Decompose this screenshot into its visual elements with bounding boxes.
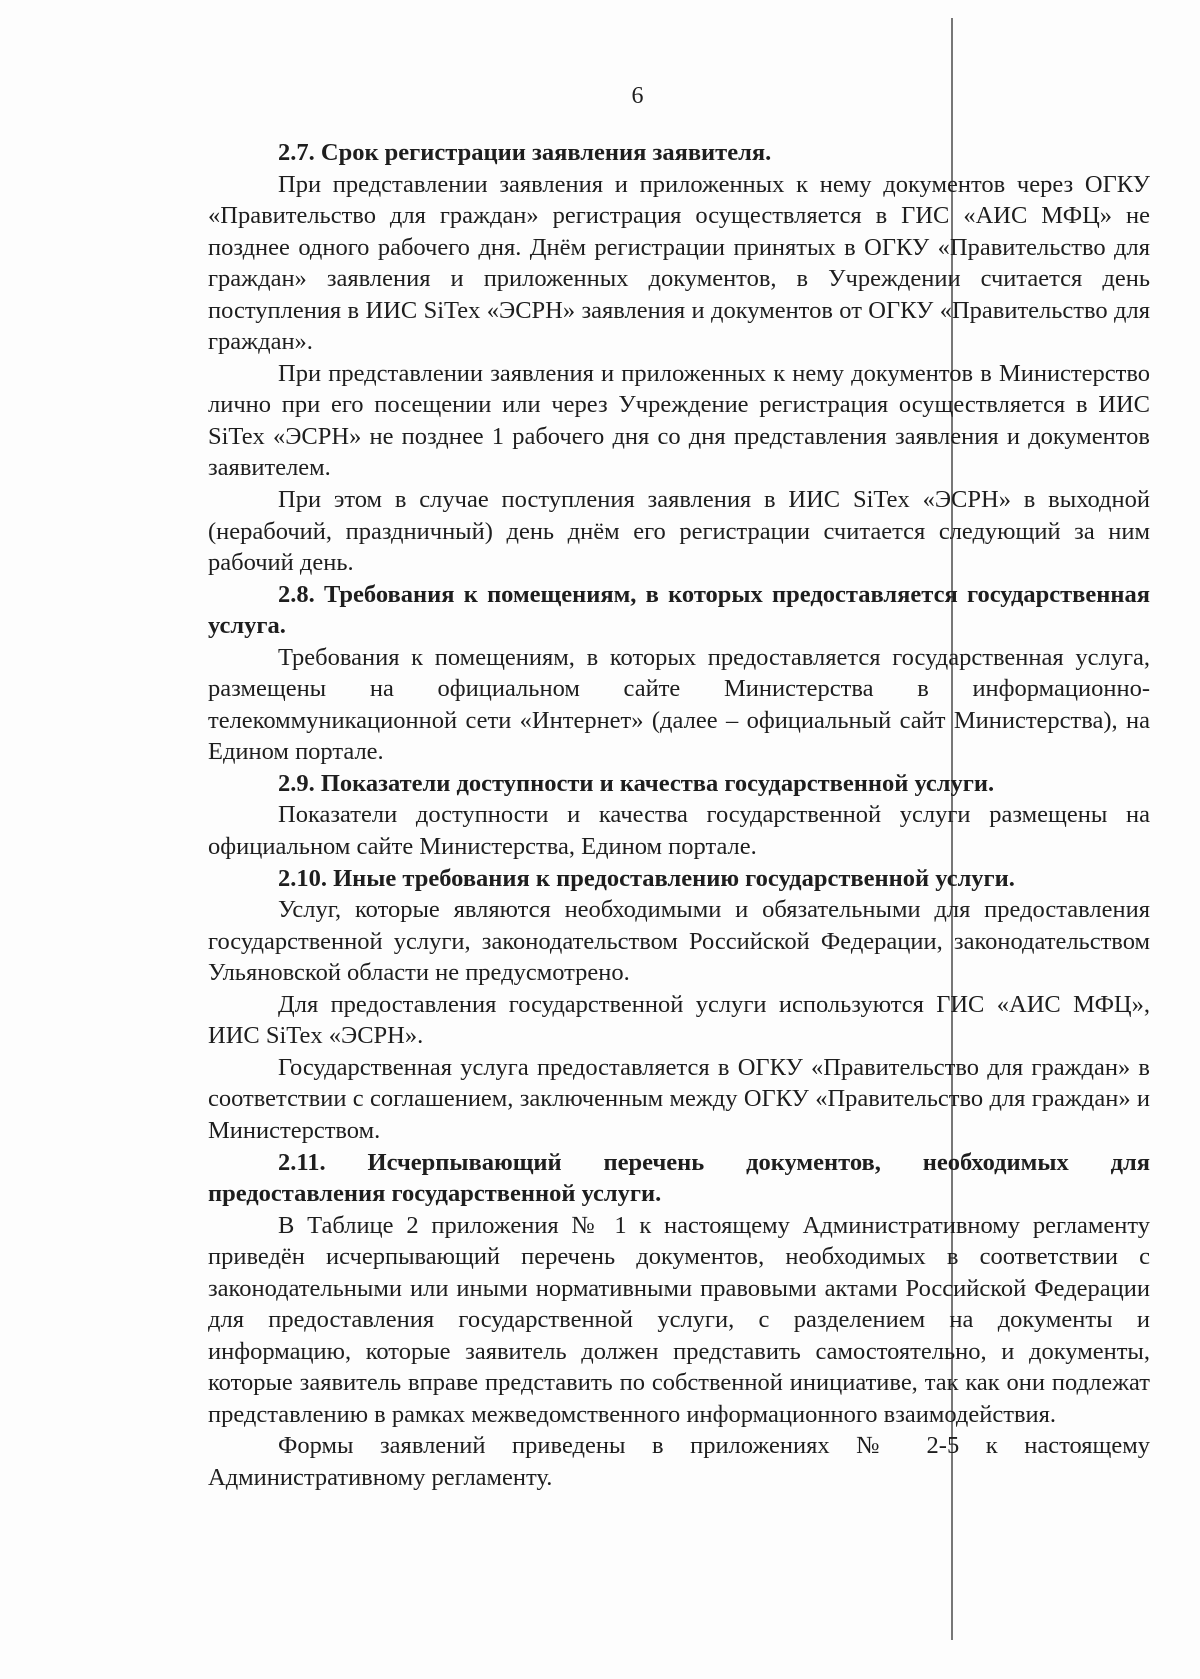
- section-heading-2-9: 2.9. Показатели доступности и качества государственной услуги.: [278, 769, 995, 797]
- paragraph-registration-ministry: При представлении заявления и приложенных к нему документов в Министерство лично при его посещении или через Учреждение регистрация осуществляется в ИИС SiTex «ЭСРН» не позднее 1 рабочего дня со дня представления заявления и документов заявителем.: [208, 359, 1150, 482]
- paragraph-accessibility-indicators: Показатели доступности и качества государственной услуги размещены на официальном сайте Министерства, Едином портале.: [208, 801, 1150, 861]
- section-heading-2-8: 2.8. Требования к помещениям, в которых предоставляется государственная услуга.: [208, 580, 1150, 640]
- section-heading-2-7: 2.7. Срок регистрации заявления заявителя.: [278, 139, 772, 166]
- section-heading-2-11: 2.11. Исчерпывающий перечень документов, необходимых для предоставления государственной услуги.: [208, 1148, 1150, 1208]
- document-body: [208, 137, 1150, 1494]
- paragraph-ogku-agreement: Государственная услуга предоставляется в ОГКУ «Правительство для граждан» в соответствии с соглашением, заключенным между ОГКУ «Правительство для граждан» и Министерством.: [208, 1053, 1150, 1144]
- paragraph-premises-requirements: Требования к помещениям, в которых предоставляется государственная услуга, размещены на официальном сайте Министерства в информационно-телекоммуникационной сети «Интернет» (далее – официальный сайт Министерства), на Едином портале.: [208, 643, 1150, 766]
- paragraph-application-forms: Формы заявлений приведены в приложениях № 2-5 к настоящему Административному регламенту.: [208, 1432, 1150, 1491]
- paragraph-information-systems: Для предоставления государственной услуги используются ГИС «АИС МФЦ», ИИС SiTex «ЭСРН».: [208, 990, 1150, 1050]
- page-number: 6: [631, 83, 644, 109]
- paragraph-documents-list: В Таблице 2 приложения № 1 к настоящему Административному регламенту приведён исчерпывающий перечень документов, необходимых в соответствии с законодательными или иными нормативными правовыми актами Российской Федерации для предоставления государственной услуги, с разделением на документы и информацию, которые заявитель должен представить самостоятельно, и документы, которые заявитель вправе представить по собственной инициативе, так как они подлежат представлению в рамках межведомственного информационного взаимодействия.: [208, 1211, 1150, 1428]
- paragraph-registration-holiday: При этом в случае поступления заявления в ИИС SiTex «ЭСРН» в выходной (нерабочий, праздничный) день днём его регистрации считается следующий за ним рабочий день.: [208, 486, 1150, 577]
- section-heading-2-10: 2.10. Иные требования к предоставлению государственной услуги.: [278, 864, 1015, 892]
- paragraph-registration-ogku: При представлении заявления и приложенных к нему документов через ОГКУ «Правительство для граждан» регистрация осуществляется в ГИС «АИС МФЦ» не позднее одного рабочего дня. Днём регистрации принятых в ОГКУ «Правительство для граждан» заявления и приложенных документов, в Учреждении считается день поступления в ИИС SiTex «ЭСРН» заявления и документов от ОГКУ «Правительство для граждан».: [208, 170, 1150, 356]
- paragraph-mandatory-services: Услуг, которые являются необходимыми и обязательными для предоставления государственной услуги, законодательством Российской Федерации, законодательством Ульяновской области не предусмотрено.: [208, 896, 1150, 987]
